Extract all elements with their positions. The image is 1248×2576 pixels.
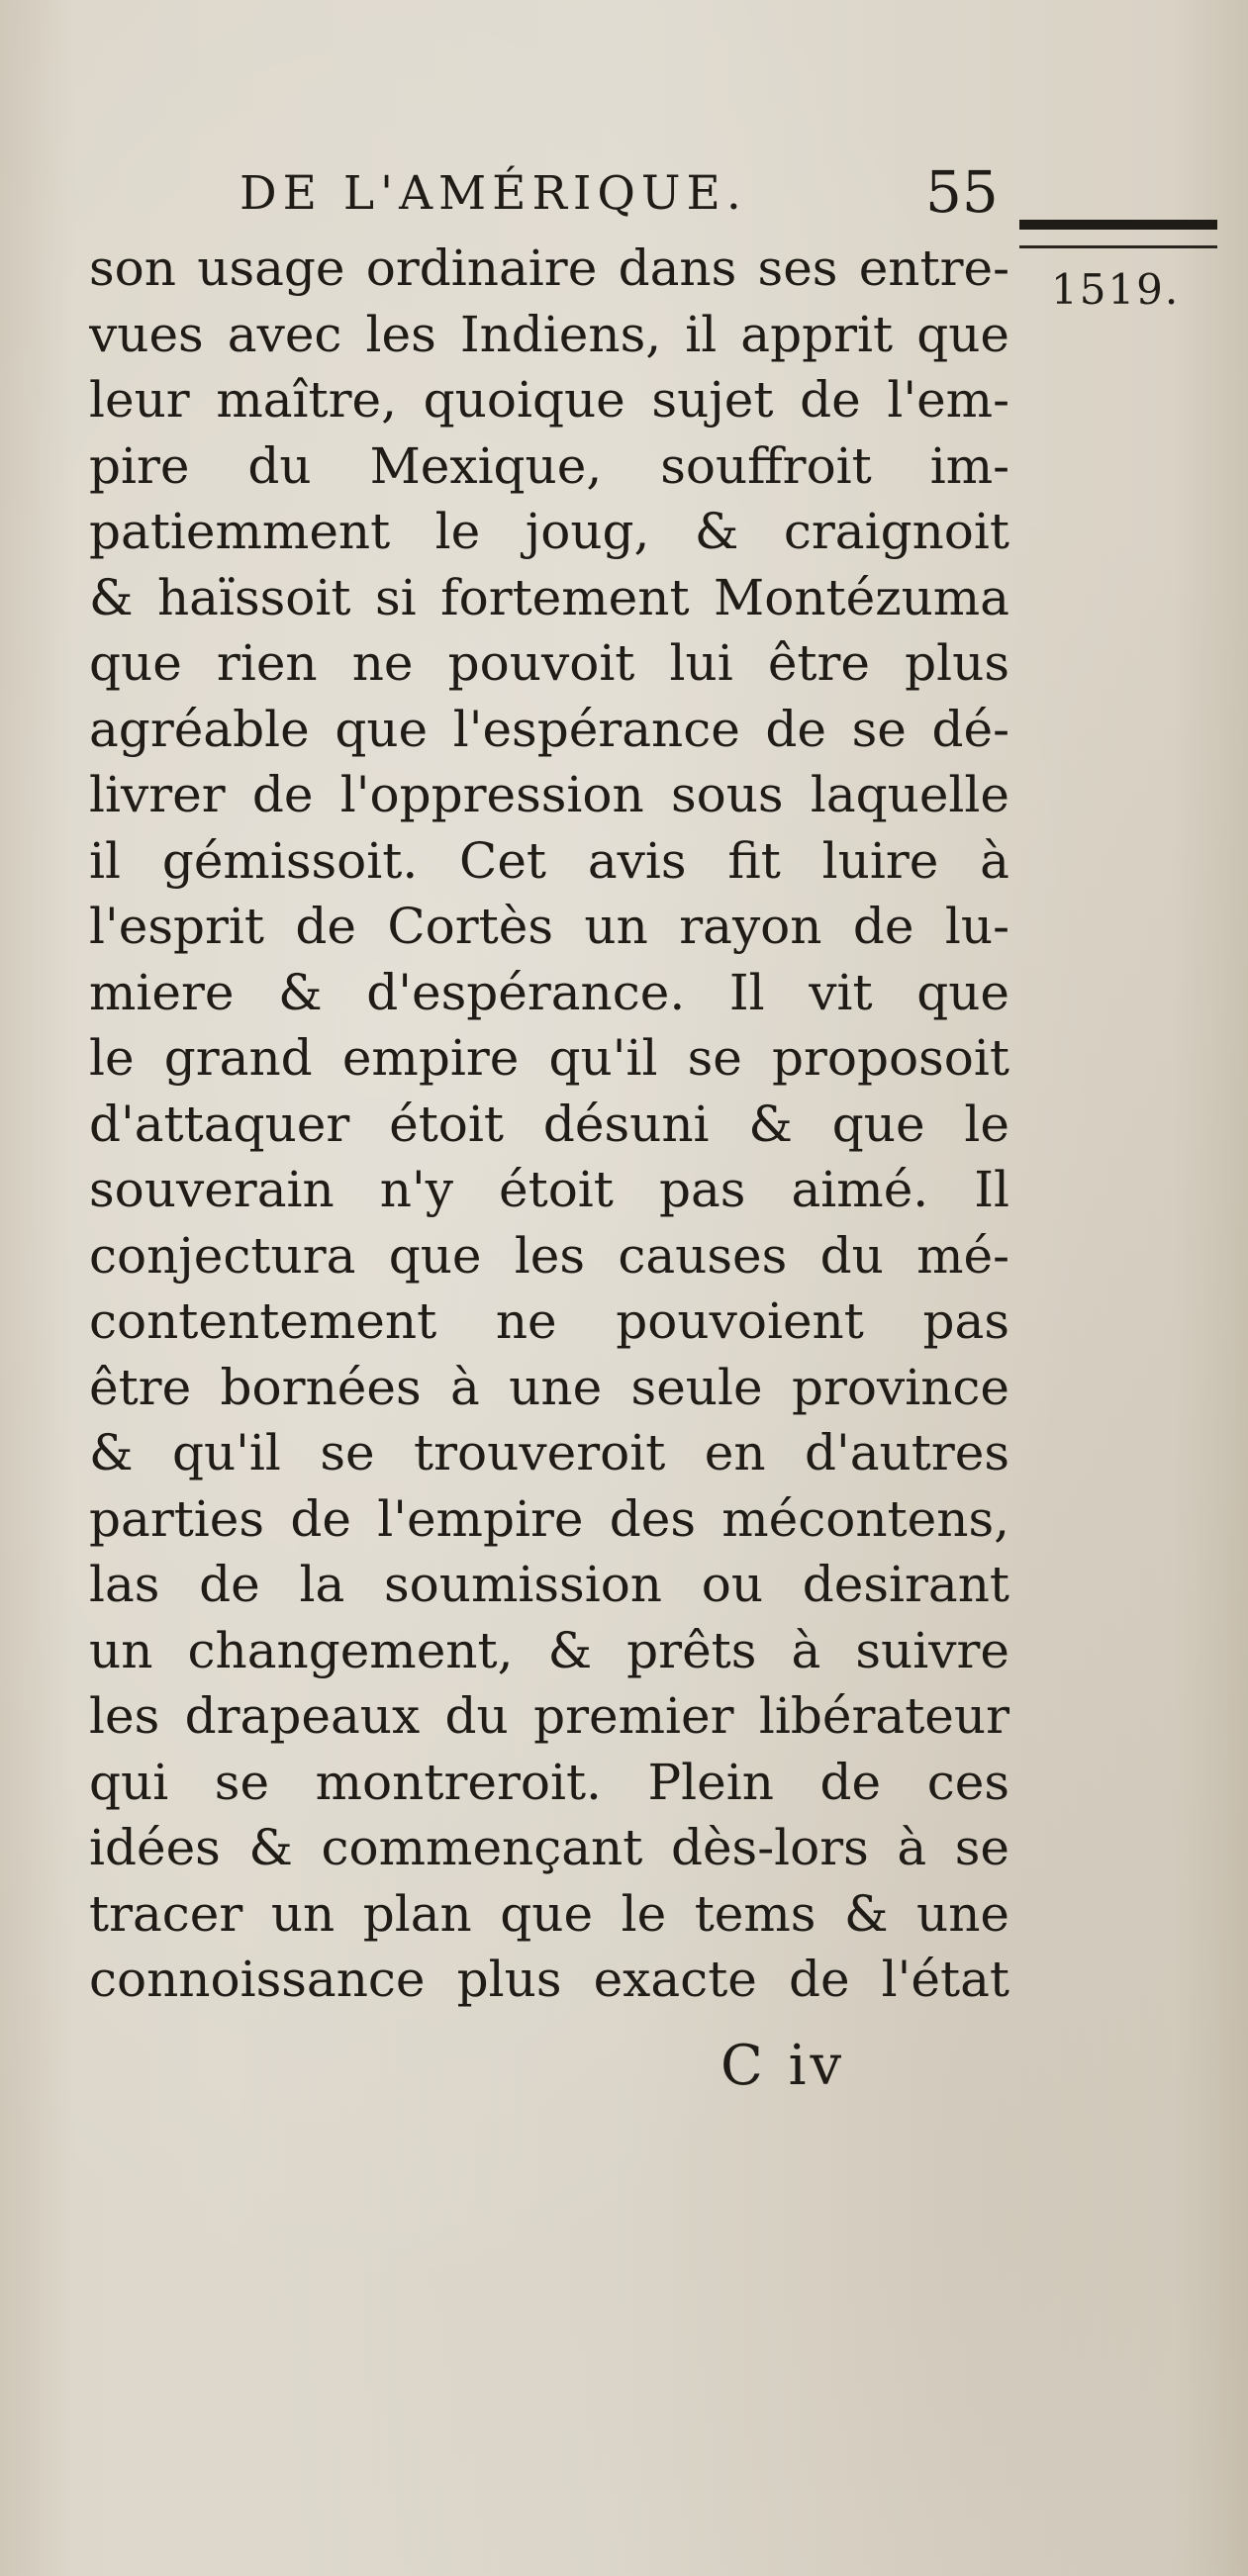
signature-mark: C iv: [720, 2034, 846, 2098]
text-line: qui se montreroit. Plein de ces: [89, 1753, 1009, 1811]
text-line: agréable que l'espérance de se dé-: [89, 700, 1009, 758]
text-line: livrer de l'oppression sous laquelle: [89, 766, 1009, 823]
text-line: idées & commençant dès-lors à se: [89, 1819, 1009, 1876]
text-line: leur maître, quoique sujet de l'em-: [89, 371, 1009, 429]
text-line: que rien ne pouvoit lui être plus: [89, 634, 1009, 692]
text-line: un changement, & prêts à suivre: [89, 1621, 1009, 1679]
page-number: 55: [925, 158, 999, 226]
text-line: contentement ne pouvoient pas: [89, 1292, 1009, 1350]
text-line: patiemment le joug, & craignoit: [89, 503, 1009, 560]
body-text: [89, 236, 1009, 2013]
text-line: l'esprit de Cortès un rayon de lu-: [89, 898, 1009, 955]
text-line: & haïssoit si fortement Montézuma: [89, 568, 1009, 626]
text-line: connoissance plus exacte de l'état: [89, 1951, 1009, 2008]
text-line: son usage ordinaire dans ses entre-: [89, 239, 1009, 297]
text-line: souverain n'y étoit pas aimé. Il: [89, 1161, 1009, 1218]
running-head: DE L'AMÉRIQUE.: [240, 166, 747, 221]
text-line: être bornées à une seule province: [89, 1358, 1009, 1416]
text-line: conjectura que les causes du mé-: [89, 1226, 1009, 1285]
margin-year-note: 1519.: [1051, 265, 1181, 314]
text-line: d'attaquer étoit désuni & que le: [89, 1095, 1009, 1153]
text-line: & qu'il se trouveroit en d'autres: [89, 1424, 1009, 1481]
text-line: pire du Mexique, souffroit im-: [89, 436, 1009, 495]
margin-rule-thick: [1019, 220, 1217, 230]
text-line: vues avec les Indiens, il apprit que: [89, 305, 1009, 363]
text-line: las de la soumission ou desirant: [89, 1556, 1009, 1613]
text-line: le grand empire qu'il se proposoit: [89, 1029, 1009, 1087]
text-line: parties de l'empire des mécontens,: [89, 1489, 1009, 1548]
margin-rule-thin: [1019, 245, 1217, 248]
text-line: tracer un plan que le tems & une: [89, 1884, 1009, 1943]
text-line: miere & d'espérance. Il vit que: [89, 963, 1009, 1021]
text-line: il gémissoit. Cet avis fit luire à: [89, 831, 1009, 890]
text-line: les drapeaux du premier libérateur: [89, 1687, 1009, 1745]
